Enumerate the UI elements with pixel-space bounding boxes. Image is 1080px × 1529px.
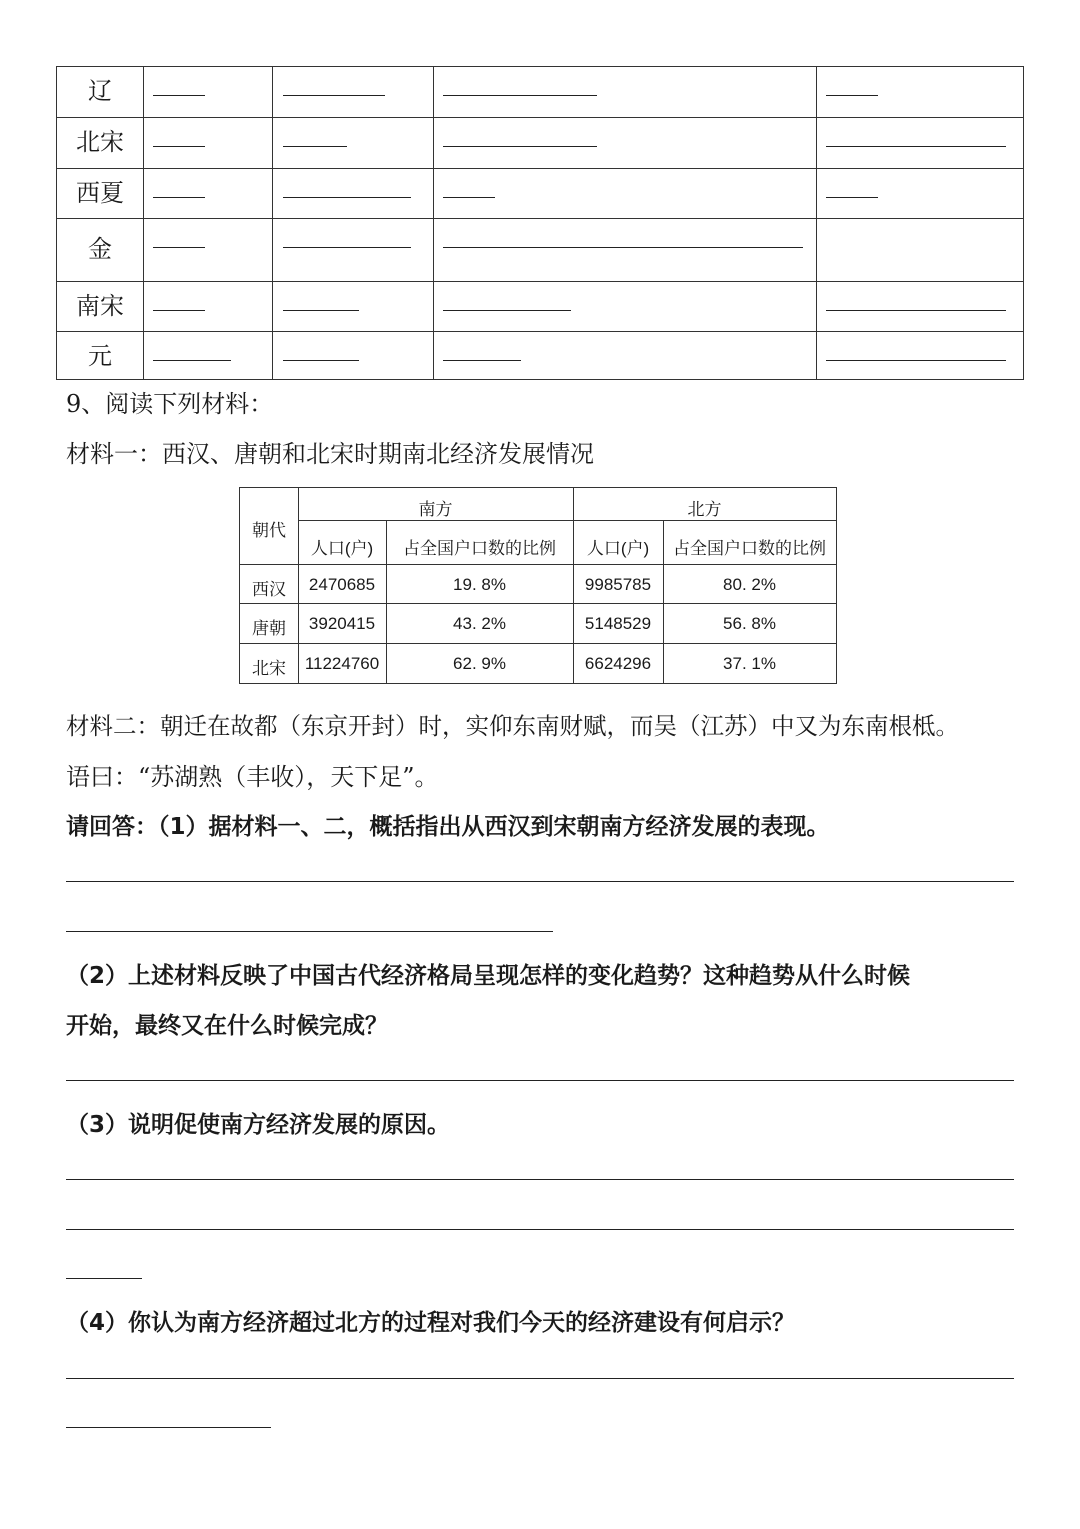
table-cell: 80. 2%	[723, 575, 776, 594]
material-one-title: 材料一：西汉、唐朝和北宋时期南北经济发展情况	[66, 440, 594, 468]
dynasty-header: 朝代	[252, 521, 286, 540]
blank-line[interactable]	[283, 247, 411, 248]
blank-line[interactable]	[153, 310, 205, 311]
blank-line[interactable]	[443, 95, 597, 96]
blank-line[interactable]	[153, 197, 205, 198]
column-header: 人口(户)	[310, 539, 374, 558]
table-row	[57, 331, 1023, 381]
blank-line[interactable]	[153, 360, 231, 361]
material-two-line-1: 材料二：朝迁在故都（东京开封）时，实仰东南财赋，而吴（江苏）中又为东南根柢。	[66, 712, 959, 740]
south-group-header: 南方	[418, 500, 453, 519]
blank-line[interactable]	[283, 197, 411, 198]
sub-question-2-line-2: 开始，最终又在什么时候完成？	[66, 1013, 388, 1039]
material-two-line-2: 语曰：“苏湖熟（丰收），天下足”。	[66, 763, 439, 791]
dynasty-cell: 唐朝	[252, 619, 286, 638]
question-heading: 9、阅读下列材料：	[66, 390, 274, 418]
answer-line[interactable]	[66, 1179, 1014, 1180]
dynasty-cell: 西汉	[252, 580, 286, 599]
north-group-header: 北方	[687, 500, 722, 519]
economy-data-table	[239, 487, 837, 684]
table-cell: 56. 8%	[723, 614, 776, 633]
dynasty-fill-in-table	[56, 66, 1024, 380]
dynasty-cell: 南宋	[76, 292, 124, 320]
table-cell: 9985785	[584, 575, 652, 594]
sub-question-1: 请回答：（1）据材料一、二，概括指出从西汉到宋朝南方经济发展的表现。	[66, 814, 830, 840]
blank-line[interactable]	[283, 310, 359, 311]
table-cell: 2470685	[308, 575, 376, 594]
table-row	[57, 168, 1023, 218]
dynasty-cell: 西夏	[76, 179, 124, 207]
blank-line[interactable]	[153, 95, 205, 96]
blank-line[interactable]	[826, 360, 1006, 361]
table-row	[57, 67, 1023, 117]
table-cell: 3920415	[308, 614, 376, 633]
blank-line[interactable]	[826, 95, 878, 96]
sub-question-2-line-1: （2）上述材料反映了中国古代经济格局呈现怎样的变化趋势？这种趋势从什么时候	[66, 963, 911, 989]
table-row	[57, 117, 1023, 168]
sub-question-3: （3）说明促使南方经济发展的原因。	[66, 1112, 451, 1138]
blank-line[interactable]	[283, 360, 359, 361]
answer-line[interactable]	[66, 1427, 271, 1428]
dynasty-cell: 北宋	[76, 128, 124, 156]
table-rule	[240, 603, 836, 604]
dynasty-cell: 北宋	[252, 659, 286, 678]
dynasty-cell: 辽	[88, 77, 112, 105]
blank-line[interactable]	[443, 247, 803, 248]
table-cell: 19. 8%	[453, 575, 506, 594]
blank-line[interactable]	[443, 197, 495, 198]
blank-line[interactable]	[153, 247, 205, 248]
blank-line[interactable]	[283, 95, 385, 96]
blank-line[interactable]	[443, 310, 571, 311]
blank-line[interactable]	[826, 197, 878, 198]
table-cell: 37. 1%	[723, 654, 776, 673]
blank-line[interactable]	[826, 146, 1006, 147]
column-header: 人口(户)	[586, 539, 650, 558]
table-cell: 43. 2%	[453, 614, 506, 633]
column-header: 占全国户口数的比例	[403, 539, 556, 558]
dynasty-cell: 金	[88, 235, 112, 263]
dynasty-cell: 元	[88, 342, 112, 370]
blank-line[interactable]	[443, 360, 521, 361]
blank-line[interactable]	[443, 146, 597, 147]
table-rule	[298, 520, 836, 521]
table-cell: 62. 9%	[453, 654, 506, 673]
table-row	[57, 281, 1023, 331]
answer-line[interactable]	[66, 1378, 1014, 1379]
table-rule	[240, 643, 836, 644]
answer-line[interactable]	[66, 881, 1014, 882]
blank-line[interactable]	[283, 146, 347, 147]
answer-line[interactable]	[66, 1229, 1014, 1230]
sub-question-4: （4）你认为南方经济超过北方的过程对我们今天的经济建设有何启示？	[66, 1310, 796, 1336]
table-cell: 11224760	[304, 654, 380, 673]
blank-line[interactable]	[153, 146, 205, 147]
blank-line[interactable]	[826, 310, 1006, 311]
answer-line[interactable]	[66, 1080, 1014, 1081]
column-header: 占全国户口数的比例	[673, 539, 826, 558]
table-row	[57, 218, 1023, 281]
answer-line[interactable]	[66, 1278, 142, 1279]
answer-line[interactable]	[66, 931, 553, 932]
table-cell: 6624296	[584, 654, 652, 673]
table-cell: 5148529	[584, 614, 652, 633]
table-rule	[240, 564, 836, 565]
